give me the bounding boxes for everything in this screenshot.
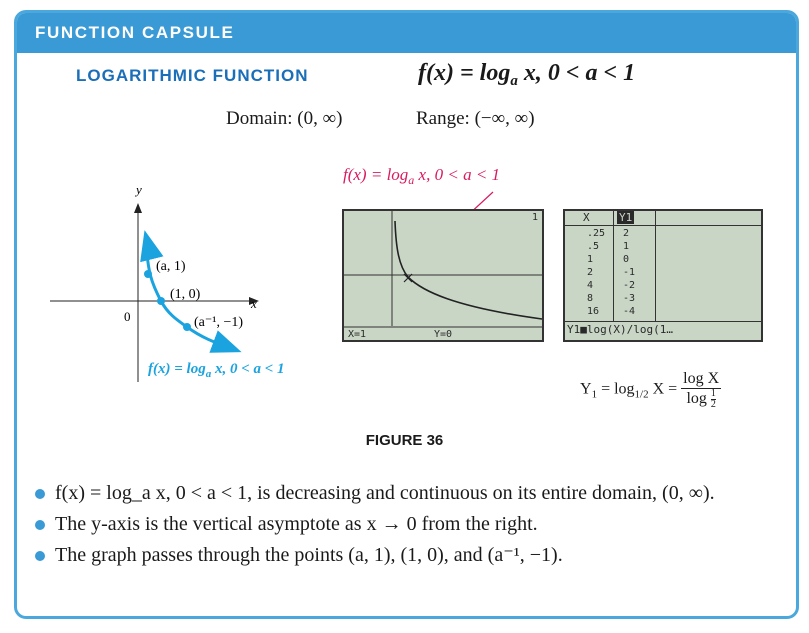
point-label-ainv: (a⁻¹, −1) (194, 315, 244, 330)
y-axis-label: y (136, 182, 142, 197)
property-list (35, 480, 780, 573)
table-cell-y: 2 (623, 228, 630, 239)
point-label-a-1: (a, 1) (156, 259, 186, 274)
table-footer: Y1■log(X)/log(1… (567, 323, 673, 336)
table-cell-y: 0 (623, 254, 630, 265)
table-header-y1: Y1 (619, 211, 633, 224)
graph-figure (30, 170, 340, 390)
table-cell-x: 4 (587, 280, 594, 291)
point-ainv-neg1 (183, 323, 191, 331)
table-cell-x: .25 (587, 228, 606, 239)
calc-curve (395, 221, 542, 319)
table-cell-y: -2 (623, 280, 636, 291)
table-cell-x: 1 (587, 254, 594, 265)
function-formula: $f(x) = \log_a x$, 0 < a < 1 (418, 60, 636, 89)
table-cell-y: -4 (623, 306, 636, 317)
calc-x-readout: X=1 (348, 329, 367, 340)
bullet-icon (35, 551, 45, 561)
calculator-table-screen (563, 209, 763, 342)
x-axis-label: x (251, 296, 257, 311)
curve-top-arrow (146, 236, 147, 240)
calc-y-readout: Y=0 (434, 329, 453, 340)
list-item: The y-axis is the vertical asymptote as x → 0 from the right. (35, 511, 780, 538)
domain-text: Domain: (0, ∞) (226, 108, 343, 129)
y1-equation: $Y_1 = \log_{1/2} X$ = log X log $\frac{1}{2}$ (580, 370, 720, 410)
table-header-x: X (583, 211, 590, 224)
table-cell-x: 8 (587, 293, 594, 304)
table-cell-x: 2 (587, 267, 594, 278)
point-label-1-0: (1, 0) (170, 287, 201, 302)
bullet-icon (35, 489, 45, 499)
calculator-graph-screen (342, 209, 544, 342)
range-text: Range: (−∞, ∞) (416, 108, 535, 129)
table-cell-x: .5 (587, 241, 600, 252)
function-name: LOGARITHMIC FUNCTION (76, 66, 309, 85)
list-item: The graph passes through the points (a, 1), (1, 0), and (a⁻¹, −1). (35, 542, 780, 569)
table-cell-y: 1 (623, 241, 630, 252)
figure-caption: FIGURE 36 (365, 432, 444, 449)
calculator-label: $f(x) = \log_a x$, 0 < a < 1 (343, 165, 501, 187)
capsule-header: FUNCTION CAPSULE (17, 13, 796, 53)
bullet-icon (35, 520, 45, 530)
list-item: f(x) = log_a x, 0 < a < 1, is decreasing and continuous on its entire domain, (0, ∞). (35, 480, 780, 507)
origin-label: 0 (124, 309, 131, 324)
table-cell-y: -3 (623, 293, 636, 304)
point-1-0 (157, 297, 165, 305)
calc-corner: 1 (531, 212, 538, 223)
table-cell-x: 16 (587, 306, 600, 317)
curve-label: $f(x) = \log_a x$, 0 < a < 1 (148, 361, 285, 380)
table-cell-y: -1 (623, 267, 636, 278)
point-a-1 (144, 270, 152, 278)
